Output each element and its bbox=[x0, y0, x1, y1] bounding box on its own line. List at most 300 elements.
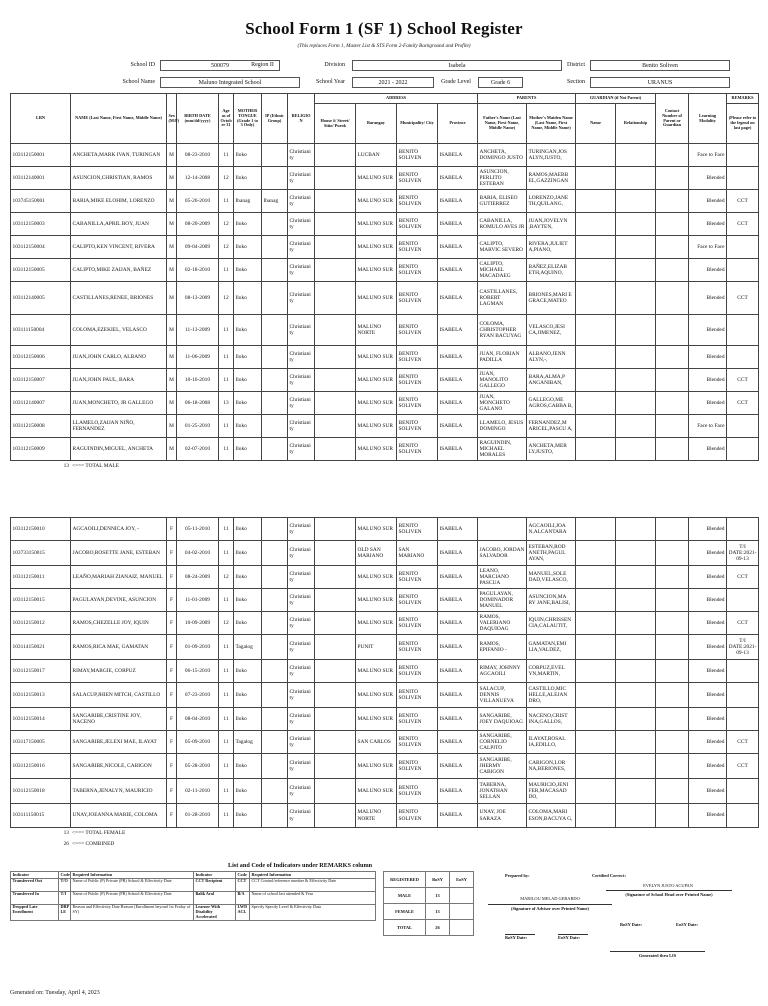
cell-barangay: MALUNO SUR bbox=[356, 518, 397, 541]
cell-father: ASUNCION, PERLITO ESTEBAN bbox=[478, 167, 527, 190]
cell-province: ISABELA bbox=[438, 415, 478, 438]
cell-birth: 05-26-2010 bbox=[177, 190, 219, 213]
cell-modality: Blended bbox=[689, 392, 727, 415]
cell-mother: ASUNCION,MA RY JANE,BALISI, bbox=[527, 589, 576, 612]
student-row bbox=[11, 438, 759, 461]
cell-province: ISABELA bbox=[438, 315, 478, 346]
cell-tongue: Iloko bbox=[234, 708, 262, 731]
cell-sex: F bbox=[167, 612, 177, 635]
cell-province: ISABELA bbox=[438, 369, 478, 392]
cell-municipality: BENITO SOLIVEN bbox=[397, 438, 438, 461]
cell-mother: ESTEBAN,ROD ANETH,PAGUL AYAN, bbox=[527, 541, 576, 566]
cell-g-rel bbox=[616, 259, 656, 282]
stats-male-eosy bbox=[450, 888, 474, 904]
cell-religion: Christiani ty bbox=[288, 392, 315, 415]
cell-lrn: 103112150004 bbox=[11, 236, 71, 259]
legend-info: CCT Control/reference number & Effectivity Date bbox=[250, 878, 376, 891]
cell-religion: Christiani ty bbox=[288, 754, 315, 779]
cell-g-name bbox=[576, 190, 616, 213]
stats-male-bosy: 13 bbox=[426, 888, 450, 904]
legend-h-indicator-2: Indicator bbox=[194, 872, 236, 879]
cell-g-rel bbox=[616, 779, 656, 804]
cell-contact bbox=[656, 541, 689, 566]
cell-province: ISABELA bbox=[438, 518, 478, 541]
student-row bbox=[11, 213, 759, 236]
cell-modality: Blended bbox=[689, 541, 727, 566]
col-house: House #/ Street/ Sitio/ Purok bbox=[315, 104, 356, 144]
cell-g-rel bbox=[616, 754, 656, 779]
stats-female: FEMALE bbox=[384, 904, 426, 920]
cell-age: 12 bbox=[219, 566, 234, 589]
cell-remarks bbox=[727, 415, 759, 438]
cell-mother: BRIONES,MARI E GRACE,MATEO bbox=[527, 282, 576, 315]
cell-birth: 01-09-2010 bbox=[177, 635, 219, 660]
cell-father: LEANO, MARCIANO PASCUA bbox=[478, 566, 527, 589]
cell-contact bbox=[656, 167, 689, 190]
cell-barangay: MALUNO SUR bbox=[356, 660, 397, 683]
col-religion: RELIGIO N bbox=[288, 94, 315, 144]
cell-g-rel bbox=[616, 144, 656, 167]
cell-lrn: 103112150003 bbox=[11, 213, 71, 236]
cell-contact bbox=[656, 415, 689, 438]
cell-ip bbox=[262, 804, 288, 828]
cell-ip bbox=[262, 566, 288, 589]
cell-name: UNAY,JOEANNA MARIE, COLOMA bbox=[71, 804, 167, 828]
cell-modality: Face to Face bbox=[689, 415, 727, 438]
cell-ip bbox=[262, 438, 288, 461]
legend-code: B/A bbox=[236, 891, 250, 904]
cell-contact bbox=[656, 282, 689, 315]
cell-ip bbox=[262, 282, 288, 315]
cell-g-name bbox=[576, 346, 616, 369]
cell-birth: 05-09-2010 bbox=[177, 731, 219, 754]
cell-g-rel bbox=[616, 213, 656, 236]
legend-info: Name of Public (P) Private (PR) School & Effectivity Date bbox=[71, 891, 194, 904]
cell-municipality: BENITO SOLIVEN bbox=[397, 754, 438, 779]
cell-mother: CABIGON,LOR NA,BERIONES, bbox=[527, 754, 576, 779]
cell-ip bbox=[262, 315, 288, 346]
cell-name: RAMOS,RICA MAE, GAMATAN bbox=[71, 635, 167, 660]
cell-barangay: MALUNO SUR bbox=[356, 438, 397, 461]
section-value: URANUS bbox=[590, 77, 730, 88]
cell-ip bbox=[262, 683, 288, 708]
cell-age: 11 bbox=[219, 660, 234, 683]
cell-contact bbox=[656, 804, 689, 828]
cell-contact bbox=[656, 438, 689, 461]
cell-tongue: Iloko bbox=[234, 415, 262, 438]
cell-tongue: Iloko bbox=[234, 566, 262, 589]
cell-name: LLAMELO,ZAIJAN NIÑO, FERNANDEZ bbox=[71, 415, 167, 438]
cell-barangay: MALUNO SUR bbox=[356, 236, 397, 259]
cell-remarks: CCT bbox=[727, 754, 759, 779]
cell-house bbox=[315, 213, 356, 236]
cell-contact bbox=[656, 566, 689, 589]
cell-religion: Christiani ty bbox=[288, 541, 315, 566]
cell-remarks: T/I DATE:2021-09-13 bbox=[727, 541, 759, 566]
cell-lrn: 103745150001 bbox=[11, 190, 71, 213]
cell-religion: Christiani ty bbox=[288, 438, 315, 461]
cell-lrn: 103111150015 bbox=[11, 804, 71, 828]
cell-barangay: MALUNO SUR bbox=[356, 282, 397, 315]
legend-row bbox=[11, 891, 376, 904]
col-parents: PARENTS bbox=[478, 94, 576, 104]
col-ip: IP (Ethnic Group) bbox=[262, 94, 288, 144]
division-value: Isabela bbox=[352, 60, 562, 71]
legend-title: List and Code of Indicators under REMARKS column bbox=[227, 862, 373, 869]
cell-modality: Blended bbox=[689, 589, 727, 612]
cell-contact bbox=[656, 190, 689, 213]
cell-province: ISABELA bbox=[438, 589, 478, 612]
cell-name: COLOMA,EZEKIEL, VELASCO bbox=[71, 315, 167, 346]
eosy-date-label: EoSY Date: bbox=[558, 934, 588, 940]
cell-barangay: MALUNO SUR bbox=[356, 779, 397, 804]
cell-name: TABERNA,JENALYN, MAURICIO bbox=[71, 779, 167, 804]
cell-ip bbox=[262, 708, 288, 731]
cell-sex: F bbox=[167, 683, 177, 708]
cell-sex: F bbox=[167, 518, 177, 541]
cell-remarks bbox=[727, 779, 759, 804]
cell-lrn: 103112150007 bbox=[11, 369, 71, 392]
col-remarks: REMARKS bbox=[727, 94, 759, 104]
cell-province: ISABELA bbox=[438, 731, 478, 754]
stats-total: TOTAL bbox=[384, 920, 426, 936]
student-row bbox=[11, 369, 759, 392]
cell-municipality: BENITO SOLIVEN bbox=[397, 731, 438, 754]
col-guardian: GUARDIAN (if Not Parent) bbox=[576, 94, 656, 104]
student-row bbox=[11, 612, 759, 635]
cell-sex: F bbox=[167, 566, 177, 589]
cell-sex: F bbox=[167, 731, 177, 754]
cell-modality: Blended bbox=[689, 754, 727, 779]
cell-age: 11 bbox=[219, 415, 234, 438]
cell-municipality: BENITO SOLIVEN bbox=[397, 708, 438, 731]
cell-father: CASTILLANES, ROBERT LAGMAN bbox=[478, 282, 527, 315]
cell-province: ISABELA bbox=[438, 683, 478, 708]
cell-mother: CORPUZ,EVEL YN,MARTIN, bbox=[527, 660, 576, 683]
cell-name: SANGARIBE,JELEXI MAE, ILAYAT bbox=[71, 731, 167, 754]
cell-age: 12 bbox=[219, 612, 234, 635]
cell-contact bbox=[656, 635, 689, 660]
cell-g-name bbox=[576, 612, 616, 635]
col-sex: Sex (M/F) bbox=[167, 94, 177, 144]
student-row bbox=[11, 144, 759, 167]
cell-house bbox=[315, 167, 356, 190]
cell-religion: Christiani ty bbox=[288, 683, 315, 708]
cell-age: 12 bbox=[219, 167, 234, 190]
cell-mother: BAÑEZ,ELIZAB ETH,AQUINO, bbox=[527, 259, 576, 282]
cell-religion: Christiani ty bbox=[288, 804, 315, 828]
cell-birth: 08-13-2009 bbox=[177, 282, 219, 315]
cell-age: 11 bbox=[219, 683, 234, 708]
cell-municipality: BENITO SOLIVEN bbox=[397, 144, 438, 167]
cell-province: ISABELA bbox=[438, 259, 478, 282]
head-caption: (Signature of School Head over Printed Name) bbox=[606, 890, 732, 897]
cell-age: 11 bbox=[219, 589, 234, 612]
cell-tongue: Iloko bbox=[234, 683, 262, 708]
cell-name: CASTILLANES,RENEE, BRIONES bbox=[71, 282, 167, 315]
cell-religion: Christiani ty bbox=[288, 660, 315, 683]
cell-lrn: 103112150017 bbox=[11, 660, 71, 683]
cell-contact bbox=[656, 683, 689, 708]
legend-info: Name of school last attended & Year bbox=[250, 891, 376, 904]
cell-age: 11 bbox=[219, 369, 234, 392]
cell-ip bbox=[262, 144, 288, 167]
student-row bbox=[11, 415, 759, 438]
col-name: NAME (Last Name, First Name, Middle Name) bbox=[71, 94, 167, 144]
grade-label: Grade Level bbox=[441, 79, 471, 85]
cell-lrn: 103112150014 bbox=[11, 708, 71, 731]
legend-ind: CCT Recipient bbox=[194, 878, 236, 891]
cell-mother: ILAYAT,ROSAL IA,EDILLO, bbox=[527, 731, 576, 754]
stats-total-bosy: 26 bbox=[426, 920, 450, 936]
cell-tongue: Iloko bbox=[234, 518, 262, 541]
col-barangay: Barangay bbox=[356, 104, 397, 144]
cell-mother: ANCHETA,MER LY,JUSTO, bbox=[527, 438, 576, 461]
cell-religion: Christiani ty bbox=[288, 708, 315, 731]
total-label: <=== TOTAL FEMALE bbox=[72, 830, 126, 837]
cell-age: 12 bbox=[219, 236, 234, 259]
cell-municipality: BENITO SOLIVEN bbox=[397, 236, 438, 259]
cell-g-rel bbox=[616, 518, 656, 541]
cell-g-rel bbox=[616, 438, 656, 461]
cell-municipality: BENITO SOLIVEN bbox=[397, 282, 438, 315]
cell-remarks bbox=[727, 660, 759, 683]
cell-mother: TURINGAN,JOS ALYN,JUSTO, bbox=[527, 144, 576, 167]
cell-lrn: 103112150015 bbox=[11, 589, 71, 612]
cell-mother: LORENZO,JANE TH,QUILANG, bbox=[527, 190, 576, 213]
legend-code: DRP LE bbox=[59, 904, 71, 920]
stats-eosy: EoSY bbox=[450, 872, 474, 888]
cell-province: ISABELA bbox=[438, 144, 478, 167]
cell-name: SALACUP,JHIEN MITCH, CASTILLO bbox=[71, 683, 167, 708]
cell-house bbox=[315, 566, 356, 589]
legend-h-info: Required Information bbox=[71, 872, 194, 879]
cell-ip bbox=[262, 779, 288, 804]
legend-code: T/I bbox=[59, 891, 71, 904]
cell-tongue: Iloko bbox=[234, 779, 262, 804]
cell-sex: M bbox=[167, 369, 177, 392]
cell-remarks bbox=[727, 683, 759, 708]
cell-sex: F bbox=[167, 754, 177, 779]
legend-h-info-2: Required Information bbox=[250, 872, 376, 879]
cell-lrn: 103117150005 bbox=[11, 731, 71, 754]
student-row bbox=[11, 804, 759, 828]
cell-mother: NACENO,CRIST INA,GALLOS, bbox=[527, 708, 576, 731]
cell-house bbox=[315, 683, 356, 708]
form-subtitle: (This replaces Form 1, Master List & STS Form 2-Family Background and Profile) bbox=[297, 43, 471, 49]
cell-tongue: Tagalog bbox=[234, 731, 262, 754]
cell-municipality: BENITO SOLIVEN bbox=[397, 259, 438, 282]
col-address: ADDRESS bbox=[315, 94, 478, 104]
cell-sex: F bbox=[167, 660, 177, 683]
student-row bbox=[11, 660, 759, 683]
cell-birth: 02-18-2010 bbox=[177, 259, 219, 282]
cell-name: BARIA,MIKE ELOHIM, LORENZO bbox=[71, 190, 167, 213]
total-count: 13 bbox=[63, 463, 69, 470]
col-guardian-name: Name bbox=[576, 104, 616, 144]
cell-lrn: 103112150006 bbox=[11, 346, 71, 369]
cell-province: ISABELA bbox=[438, 635, 478, 660]
cell-remarks bbox=[727, 315, 759, 346]
cell-ip bbox=[262, 369, 288, 392]
cell-ip bbox=[262, 518, 288, 541]
legend-h-indicator: Indicator bbox=[11, 872, 59, 879]
student-row bbox=[11, 754, 759, 779]
form-title: School Form 1 (SF 1) School Register bbox=[245, 19, 523, 38]
cell-mother: VELASCO,JESI CA,JIMENEZ, bbox=[527, 315, 576, 346]
cell-g-name bbox=[576, 566, 616, 589]
cell-g-name bbox=[576, 315, 616, 346]
head-name: EVELYN JUSTO ACUPAN bbox=[643, 883, 693, 888]
cell-birth: 04-02-2010 bbox=[177, 541, 219, 566]
cell-g-name bbox=[576, 144, 616, 167]
cell-tongue: Iloko bbox=[234, 346, 262, 369]
cell-modality: Face to Face bbox=[689, 144, 727, 167]
cell-tongue: Iloko bbox=[234, 438, 262, 461]
cell-father: JUAN, MONCHETO GALANO bbox=[478, 392, 527, 415]
cell-lrn: 103112150016 bbox=[11, 754, 71, 779]
cell-house bbox=[315, 518, 356, 541]
cell-mother: ALBANO,JENN ALYN,-, bbox=[527, 346, 576, 369]
cell-birth: 09-04-2009 bbox=[177, 236, 219, 259]
adviser-caption: (Signature of Adviser over Printed Name) bbox=[488, 904, 612, 911]
cell-name: RAGUINDIN,MIGUEL, ANCHETA bbox=[71, 438, 167, 461]
cell-province: ISABELA bbox=[438, 167, 478, 190]
cell-religion: Christiani ty bbox=[288, 282, 315, 315]
cell-modality: Blended bbox=[689, 315, 727, 346]
district-value: Benito Soliven bbox=[590, 60, 730, 71]
cell-remarks: CCT bbox=[727, 392, 759, 415]
total-count: 13 bbox=[63, 830, 69, 837]
cell-municipality: BENITO SOLIVEN bbox=[397, 369, 438, 392]
cell-modality: Blended bbox=[689, 518, 727, 541]
cell-barangay: MALUNO SUR bbox=[356, 566, 397, 589]
cell-age: 12 bbox=[219, 213, 234, 236]
cell-ip bbox=[262, 541, 288, 566]
legend-info: Reason and Effectivity Date Reason (Enrollment beyond 1st Friday of SY) bbox=[71, 904, 194, 920]
col-lrn: LRN bbox=[11, 94, 71, 144]
cell-municipality: BENITO SOLIVEN bbox=[397, 213, 438, 236]
cell-ip bbox=[262, 236, 288, 259]
cell-g-name bbox=[576, 213, 616, 236]
cell-g-rel bbox=[616, 635, 656, 660]
cell-modality: Blended bbox=[689, 438, 727, 461]
eosy-date-label-2: EoSY Date: bbox=[676, 922, 698, 927]
cell-mother: JUAN,JOVELYN ,BAYTEN, bbox=[527, 213, 576, 236]
cell-father: CALIPTO, MARVIC SEVERO bbox=[478, 236, 527, 259]
cell-mother: AGCAOILI,JOA N,ALCANTARA bbox=[527, 518, 576, 541]
cell-municipality: BENITO SOLIVEN bbox=[397, 660, 438, 683]
cell-mother: BARA,ALMA,P ANGANIBAN, bbox=[527, 369, 576, 392]
cell-barangay: MALUNO NORTE bbox=[356, 804, 397, 828]
cell-religion: Christiani ty bbox=[288, 779, 315, 804]
cell-house bbox=[315, 612, 356, 635]
legend-ind: Balik Aral bbox=[194, 891, 236, 904]
cell-remarks: CCT bbox=[727, 190, 759, 213]
student-row bbox=[11, 731, 759, 754]
cell-father: SALACUP, DENNIS VILLANUEVA bbox=[478, 683, 527, 708]
cell-tongue: Iloko bbox=[234, 612, 262, 635]
cell-g-name bbox=[576, 804, 616, 828]
cell-ip bbox=[262, 612, 288, 635]
certified-label: Certified Correct: bbox=[592, 873, 626, 878]
stats-bosy: BoSY bbox=[426, 872, 450, 888]
cell-municipality: BENITO SOLIVEN bbox=[397, 315, 438, 346]
adviser-name: MARILOU MELAD GERARDO bbox=[520, 896, 580, 901]
cell-lrn: 103112140005 bbox=[11, 282, 71, 315]
generated-on: Generated on: Tuesday, April 4, 2023 bbox=[10, 990, 100, 996]
cell-lrn: 103114150021 bbox=[11, 635, 71, 660]
cell-ip bbox=[262, 754, 288, 779]
cell-modality: Blended bbox=[689, 683, 727, 708]
cell-province: ISABELA bbox=[438, 392, 478, 415]
prepared-by-label: Prepared by: bbox=[505, 873, 530, 878]
cell-sex: F bbox=[167, 541, 177, 566]
grade-value: Grade 6 bbox=[478, 77, 523, 88]
cell-modality: Face to Face bbox=[689, 236, 727, 259]
school-info bbox=[0, 0, 768, 90]
cell-name: CALIPTO,MIKE ZAIJAN, BAÑEZ bbox=[71, 259, 167, 282]
cell-remarks: CCT bbox=[727, 213, 759, 236]
cell-birth: 02-11-2010 bbox=[177, 779, 219, 804]
cell-religion: Christiani ty bbox=[288, 144, 315, 167]
cell-municipality: BENITO SOLIVEN bbox=[397, 415, 438, 438]
cell-ip bbox=[262, 167, 288, 190]
cell-age: 11 bbox=[219, 438, 234, 461]
cell-house bbox=[315, 779, 356, 804]
cell-modality: Blended bbox=[689, 167, 727, 190]
cell-modality: Blended bbox=[689, 369, 727, 392]
cell-municipality: BENITO SOLIVEN bbox=[397, 346, 438, 369]
cell-g-rel bbox=[616, 190, 656, 213]
cell-father: SANGARIBE, JHERMY CABIGON bbox=[478, 754, 527, 779]
cell-barangay: MALUNO SUR bbox=[356, 754, 397, 779]
cell-house bbox=[315, 236, 356, 259]
cell-father: JACOBO, JORDAN SALVADOR bbox=[478, 541, 527, 566]
cell-name: CALIPTO,KEN VINCENT, RIVERA bbox=[71, 236, 167, 259]
cell-father: RIMAY, JOHNNY AGCAOILI bbox=[478, 660, 527, 683]
cell-ip bbox=[262, 213, 288, 236]
cell-remarks bbox=[727, 144, 759, 167]
cell-contact bbox=[656, 259, 689, 282]
cell-name: RIMAY,MARGIE, CORPUZ bbox=[71, 660, 167, 683]
cell-remarks: CCT bbox=[727, 369, 759, 392]
cell-father: COLOMA, CHRISTOPHER RYAN BACUYAG bbox=[478, 315, 527, 346]
cell-contact bbox=[656, 144, 689, 167]
cell-age: 11 bbox=[219, 754, 234, 779]
cell-birth: 05-11-2010 bbox=[177, 518, 219, 541]
cell-father: JUAN, FLORIAN PADILLA bbox=[478, 346, 527, 369]
cell-ip bbox=[262, 346, 288, 369]
cell-name: ANCHETA,MARK IVAN, TURINGAN bbox=[71, 144, 167, 167]
cell-lrn: 103733150015 bbox=[11, 541, 71, 566]
cell-house bbox=[315, 754, 356, 779]
cell-house bbox=[315, 708, 356, 731]
cell-age: 11 bbox=[219, 190, 234, 213]
cell-tongue: Ibanag bbox=[234, 190, 262, 213]
cell-remarks bbox=[727, 259, 759, 282]
cell-sex: M bbox=[167, 167, 177, 190]
cell-birth: 01-28-2010 bbox=[177, 804, 219, 828]
cell-g-name bbox=[576, 779, 616, 804]
cell-mother: GALLEGO,ME AGROS,CABBA B, bbox=[527, 392, 576, 415]
legend-code: LWD ACL bbox=[236, 904, 250, 920]
cell-father: UNAY, JOE SARAZA bbox=[478, 804, 527, 828]
cell-religion: Christiani ty bbox=[288, 259, 315, 282]
cell-modality: Blended bbox=[689, 566, 727, 589]
cell-birth: 08-24-2009 bbox=[177, 566, 219, 589]
cell-ip bbox=[262, 259, 288, 282]
